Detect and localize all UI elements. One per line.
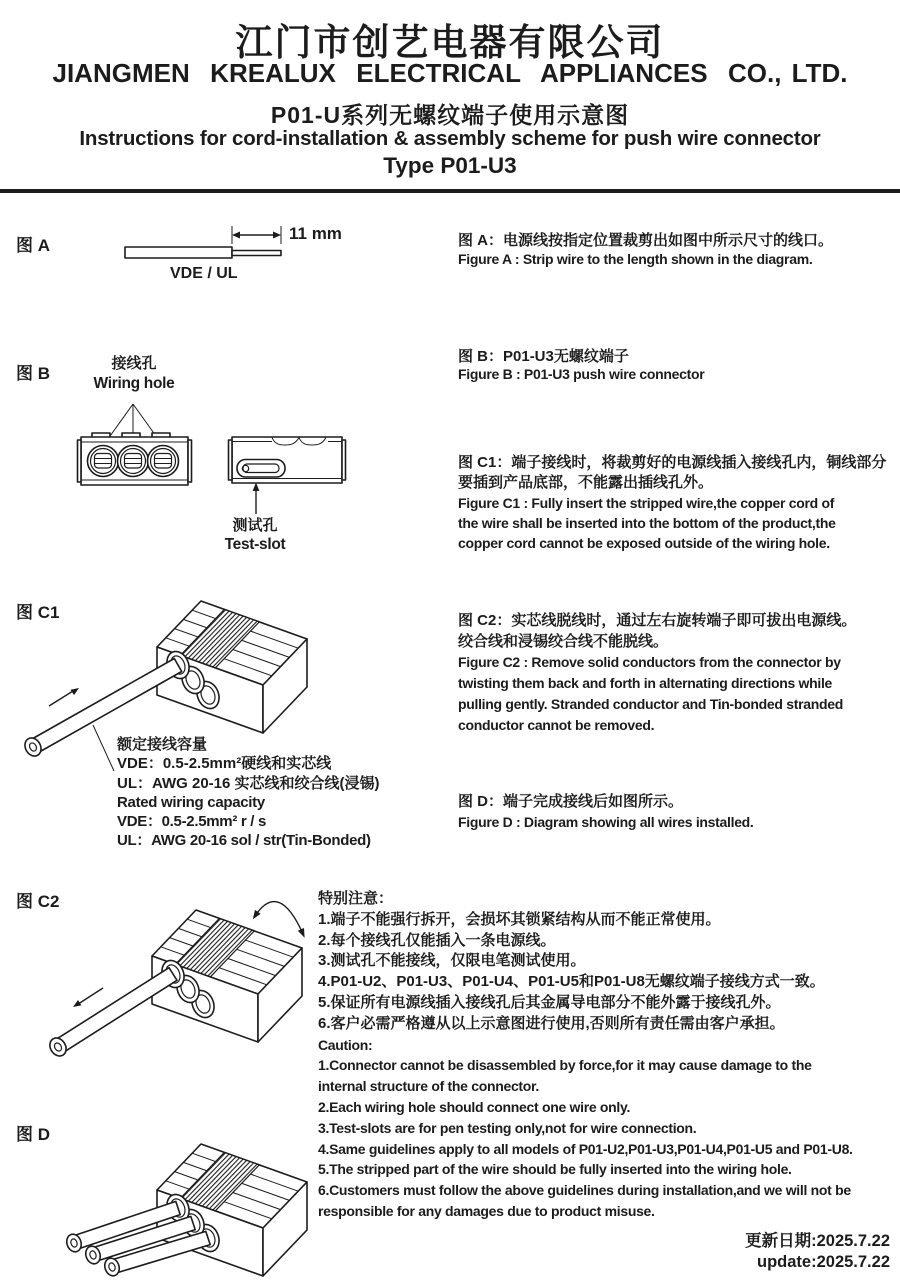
caution-line: 2.每个接线孔仅能插入一条电源线。 bbox=[318, 931, 556, 949]
caution-line: internal structure of the connector. bbox=[318, 1078, 540, 1095]
rated-line: UL：AWG 20-16 实芯线和绞合线(浸锡) bbox=[117, 774, 380, 792]
wiring-hole-label-zh: 接线孔 bbox=[111, 355, 157, 372]
wiring-hole-callout bbox=[84, 354, 184, 393]
desc-line: 图 C1：端子接线时，将裁剪好的电源线插入接线孔内，铜线部分 bbox=[458, 454, 887, 471]
rated-line: VDE：0.5-2.5mm² r / s bbox=[117, 813, 267, 831]
figure-d-description bbox=[458, 792, 754, 832]
arrow-icon bbox=[73, 1000, 81, 1007]
caution-line: 5.The stripped part of the wire should be fully inserted into the wiring hole. bbox=[318, 1161, 792, 1178]
update-date-en: update:2025.7.22 bbox=[757, 1253, 890, 1271]
desc-line: 图 B：P01-U3无螺纹端子 bbox=[458, 348, 629, 365]
desc-line: Figure A : Strip wire to the length shown in the diagram. bbox=[458, 251, 813, 267]
figure-b-label: 图 B bbox=[16, 364, 50, 383]
arrow-icon bbox=[71, 688, 80, 695]
figure-b-front-view bbox=[76, 396, 196, 491]
wiring-holes bbox=[88, 446, 179, 477]
rated-capacity bbox=[117, 735, 380, 851]
arrow-right-icon bbox=[273, 232, 281, 239]
wire bbox=[54, 968, 177, 1054]
caution-line: responsible for any damages due to product misuse. bbox=[318, 1202, 655, 1219]
caution-line: 6.客户必需严格遵从以上示意图进行使用,否则所有责任需由客户承担。 bbox=[318, 1014, 785, 1032]
rated-line: VDE：0.5-2.5mm²硬线和实芯线 bbox=[117, 755, 332, 773]
company-name-en: JIANGMEN KREALUX ELECTRICAL APPLIANCES CO., LTD. bbox=[52, 58, 848, 88]
side-tab bbox=[342, 440, 346, 480]
caution-line: 6.Customers must follow the above guidelines during installation,and we will not be bbox=[318, 1182, 851, 1199]
rotate-arc bbox=[255, 902, 303, 934]
desc-line: copper cord cannot be exposed outside of the wiring hole. bbox=[458, 535, 830, 551]
caution-line: 4.Same guidelines apply to all models of P01-U2,P01-U3,P01-U4,P01-U5 and P01-U8. bbox=[318, 1140, 853, 1157]
caution-line: 4.P01-U2、P01-U3、P01-U4、P01-U5和P01-U8无螺纹端子接线方式一致。 bbox=[318, 973, 825, 991]
type-label: Type P01-U3 bbox=[383, 153, 517, 178]
rated-line: Rated wiring capacity bbox=[117, 793, 265, 811]
test-slot-callout bbox=[205, 516, 305, 554]
caution-line: 3.测试孔不能接线，仅限电笔测试使用。 bbox=[318, 952, 586, 970]
side-tab bbox=[188, 440, 192, 482]
caution-line: Caution: bbox=[318, 1036, 373, 1053]
desc-line: pulling gently. Stranded conductor and Tin-bonded stranded bbox=[458, 696, 843, 712]
desc-line: Figure C2 : Remove solid conductors from the connector by bbox=[458, 654, 841, 670]
strip-length-value: 11 mm bbox=[289, 224, 342, 243]
desc-line: Figure D : Diagram showing all wires installed. bbox=[458, 814, 754, 830]
pull-arrow-line bbox=[79, 988, 103, 1004]
caution-line: 1.Connector cannot be disassembled by force,for it may cause damage to the bbox=[318, 1057, 812, 1074]
side-tab bbox=[78, 440, 82, 482]
series-title-zh: P01-U系列无螺纹端子使用示意图 bbox=[270, 102, 630, 128]
rated-line: 额定接线容量 bbox=[117, 736, 208, 753]
desc-line: 绞合线和浸锡绞合线不能脱线。 bbox=[458, 633, 669, 650]
test-slot-label-en: Test-slot bbox=[224, 536, 286, 553]
caution-line: 1.端子不能强行拆开，会损坏其锁紧结构从而不能正常使用。 bbox=[318, 910, 721, 928]
figure-b-side-view bbox=[224, 428, 350, 520]
figure-a-description bbox=[458, 231, 833, 269]
update-date-zh: 更新日期:2025.7.22 bbox=[745, 1232, 890, 1250]
desc-line: 图 A：电源线按指定位置裁剪出如图中所示尺寸的线口。 bbox=[458, 232, 834, 249]
caution-line: 5.保证所有电源线插入接线孔后其金属导电部分不能外露于接线孔外。 bbox=[318, 993, 781, 1011]
arrow-icon bbox=[253, 910, 261, 919]
desc-line: 图 D：端子完成接线后如图所示。 bbox=[458, 793, 684, 810]
arrow-left-icon bbox=[232, 232, 240, 239]
figure-c1-description bbox=[458, 453, 886, 553]
caution-line: 特别注意： bbox=[318, 890, 394, 907]
desc-line: 图 C2：实芯线脱线时，通过左右旋转端子即可拔出电源线。 bbox=[458, 612, 857, 629]
wire-stripped-end bbox=[232, 251, 281, 256]
figure-d-label: 图 D bbox=[16, 1125, 50, 1144]
subtitle-en: Instructions for cord-installation & assembly scheme for push wire connector bbox=[79, 127, 821, 150]
figure-c2-label: 图 C2 bbox=[16, 892, 60, 911]
figure-a-label: 图 A bbox=[16, 236, 50, 255]
test-slot-label-zh: 测试孔 bbox=[232, 517, 278, 534]
standard-label: VDE / UL bbox=[170, 265, 238, 282]
figure-c1-label: 图 C1 bbox=[16, 603, 60, 622]
caution-line: 2.Each wiring hole should connect one wire only. bbox=[318, 1098, 631, 1115]
desc-line: the wire shall be inserted into the bottom of the product,the bbox=[458, 515, 836, 531]
figure-c2-drawing bbox=[15, 878, 330, 1070]
desc-line: 要插到产品底部，不能露出插线孔外。 bbox=[458, 474, 714, 491]
desc-line: Figure B : P01-U3 push wire connector bbox=[458, 365, 705, 382]
side-tab bbox=[229, 440, 233, 480]
rated-line: UL：AWG 20-16 sol / str(Tin-Bonded) bbox=[117, 832, 371, 850]
figure-b-description bbox=[458, 348, 704, 383]
desc-line: twisting them back and forth in alternating directions while bbox=[458, 675, 833, 691]
header-divider bbox=[0, 189, 900, 193]
wiring-hole-label-en: Wiring hole bbox=[93, 374, 175, 392]
desc-line: Figure C1 : Fully insert the stripped wire,the copper cord of bbox=[458, 495, 835, 511]
arrow-icon bbox=[298, 928, 305, 938]
desc-line: conductor cannot be removed. bbox=[458, 717, 655, 733]
wire-insulation bbox=[125, 247, 232, 258]
leader-line bbox=[93, 725, 114, 771]
update-info bbox=[745, 1231, 890, 1273]
test-slot bbox=[237, 460, 285, 478]
caution-notes bbox=[318, 889, 853, 1222]
figure-c2-description bbox=[458, 610, 856, 736]
insert-arrow-line bbox=[49, 691, 73, 706]
caution-line: 3.Test-slots are for pen testing only,not for wire connection. bbox=[318, 1119, 697, 1136]
figure-d-drawing bbox=[15, 1113, 330, 1280]
company-name-zh: 江门市创艺电器有限公司 bbox=[235, 22, 665, 63]
